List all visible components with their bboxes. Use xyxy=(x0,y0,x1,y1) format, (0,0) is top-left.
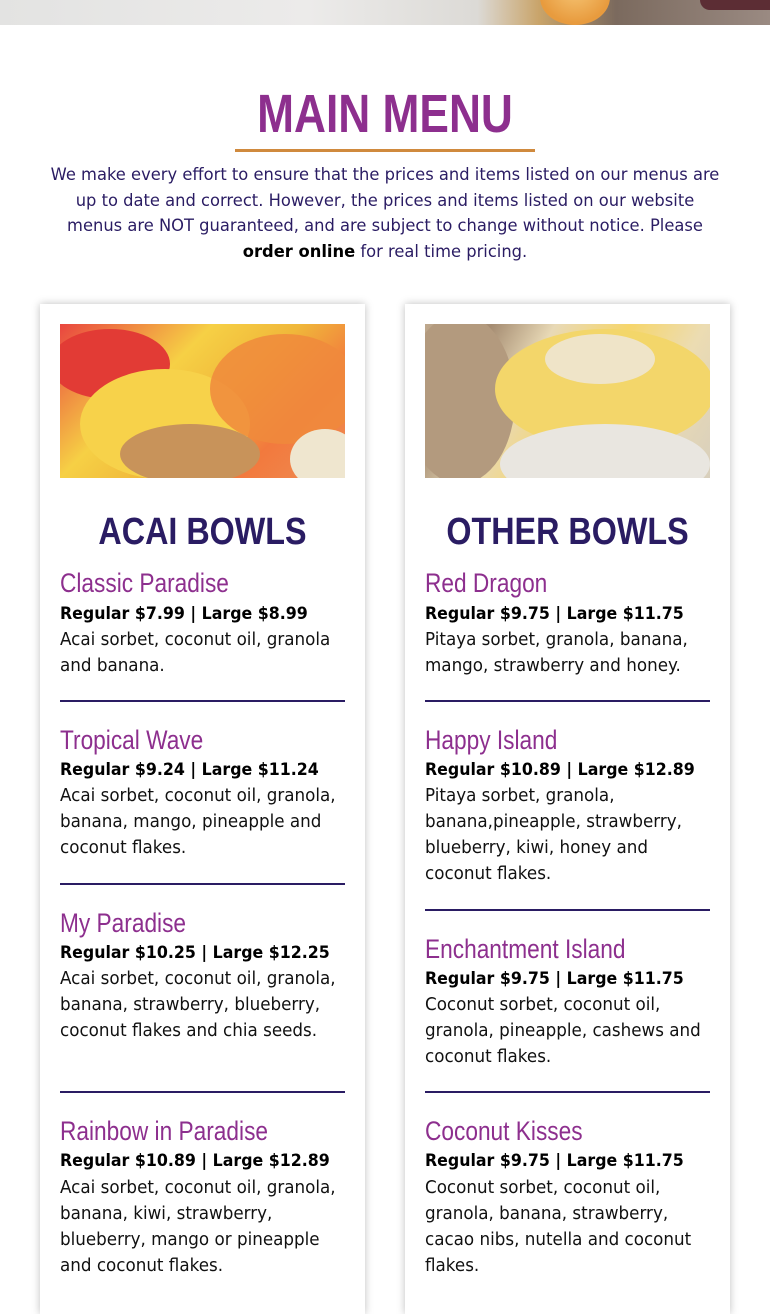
menu-item-price: Regular $10.89 | Large $12.89 xyxy=(425,760,695,780)
menu-item-description: Pitaya sorbet, granola, banana, mango, strawberry and honey. xyxy=(425,629,688,676)
menu-disclaimer xyxy=(50,163,720,265)
menu-item-price: Regular $9.75 | Large $11.75 xyxy=(425,604,684,624)
menu-item-price: Regular $10.25 | Large $12.25 xyxy=(60,943,330,963)
item-divider xyxy=(60,883,345,885)
menu-item-description: Acai sorbet, coconut oil, granola, banana, kiwi, strawberry, blueberry, mango or pineapple and coconut flakes. xyxy=(60,1177,336,1276)
hero-fruit-image xyxy=(540,0,610,25)
menu-item-name: My Paradise xyxy=(60,908,187,938)
acai-bowl-photo xyxy=(60,324,345,478)
disclaimer-suffix: for real time pricing. xyxy=(355,241,528,262)
other-bowls-heading: OTHER BOWLS xyxy=(446,511,689,553)
item-divider xyxy=(60,700,345,702)
menu-item-price: Regular $9.75 | Large $11.75 xyxy=(425,969,684,989)
title-underline xyxy=(235,149,535,152)
item-divider xyxy=(425,700,710,702)
menu-item-name: Rainbow in Paradise xyxy=(60,1116,269,1146)
menu-item-description: Acai sorbet, coconut oil, granola and banana. xyxy=(60,629,331,676)
menu-item-name: Coconut Kisses xyxy=(425,1116,583,1146)
menu-item-price: Regular $7.99 | Large $8.99 xyxy=(60,604,308,624)
hero-bowl-image xyxy=(700,0,770,10)
menu-item-description: Coconut sorbet, coconut oil, granola, banana, strawberry, cacao nibs, nutella and coconut flakes. xyxy=(425,1177,692,1276)
menu-item-name: Tropical Wave xyxy=(60,725,204,755)
menu-item-name: Enchantment Island xyxy=(425,934,626,964)
other-bowls-card xyxy=(405,304,730,1314)
menu-item-description: Pitaya sorbet, granola, banana,pineapple, strawberry, blueberry, kiwi, honey and coconut flakes. xyxy=(425,785,682,884)
acai-bowls-card xyxy=(40,304,365,1314)
menu-item-price: Regular $9.75 | Large $11.75 xyxy=(425,1151,684,1171)
order-online-link[interactable]: order online xyxy=(242,241,356,262)
menu-item-price: Regular $9.24 | Large $11.24 xyxy=(60,760,319,780)
menu-item-description: Acai sorbet, coconut oil, granola, banana, strawberry, blueberry, coconut flakes and chia seeds. xyxy=(60,968,336,1041)
menu-item-name: Red Dragon xyxy=(425,568,548,598)
menu-item-name: Happy Island xyxy=(425,725,558,755)
item-divider xyxy=(425,1091,710,1093)
item-divider xyxy=(60,1091,345,1093)
page-title: MAIN MENU xyxy=(257,84,513,144)
menu-item-name: Classic Paradise xyxy=(60,568,229,598)
acai-bowls-heading: ACAI BOWLS xyxy=(98,511,307,553)
disclaimer-text: We make every effort to ensure that the prices and items listed on our menus are up to date and correct. However, the prices and items listed on our website menus are NOT guaranteed, and are subject to change without notice. Please xyxy=(50,165,720,236)
menu-item-price: Regular $10.89 | Large $12.89 xyxy=(60,1151,330,1171)
hero-banner-strip xyxy=(0,0,770,25)
other-bowl-photo xyxy=(425,324,710,478)
item-divider xyxy=(425,909,710,911)
menu-item-description: Coconut sorbet, coconut oil, granola, pineapple, cashews and coconut flakes. xyxy=(425,994,701,1067)
menu-item-description: Acai sorbet, coconut oil, granola, banana, mango, pineapple and coconut flakes. xyxy=(60,785,336,858)
